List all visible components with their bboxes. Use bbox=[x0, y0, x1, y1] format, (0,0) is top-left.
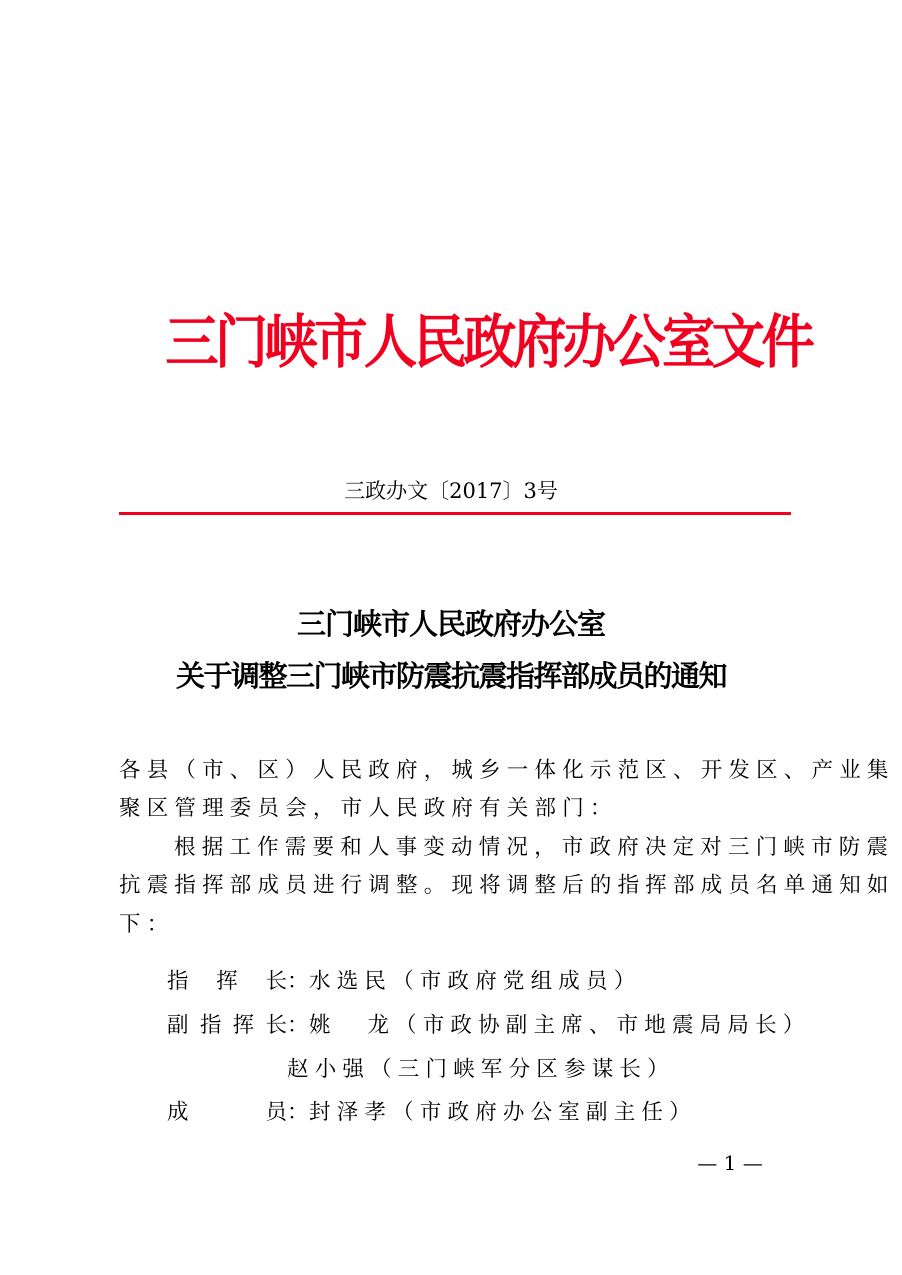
member-row-member: 成员：封泽孝（市政府办公室副主任） bbox=[167, 1094, 697, 1132]
member-name: 水选民 bbox=[309, 969, 393, 994]
member-row-deputy-commander: 副指挥长：姚龙 （市政协副主席、市地震局局长） bbox=[167, 1007, 811, 1045]
member-row-deputy-commander-2 bbox=[287, 1051, 675, 1089]
page-number: — 1 — bbox=[697, 1151, 763, 1175]
member-role: 副指挥长 bbox=[167, 1013, 287, 1038]
paragraph-line-1: 根据工作需要和人事变动情况，市政府决定对三门峡市防震 bbox=[174, 835, 895, 860]
member-position: （三门峡军分区参谋长） bbox=[370, 1057, 675, 1082]
notice-title-line-2: 关于调整三门峡市防震抗震指挥部成员的通知 bbox=[175, 659, 726, 693]
paragraph-line-2: 抗震指挥部成员进行调整。现将调整后的指挥部成员名单通知如 bbox=[119, 873, 895, 898]
member-name: 姚龙 bbox=[309, 1013, 389, 1038]
member-row-commander: 指挥长：水选民（市政府党组成员） bbox=[167, 963, 641, 1001]
masthead-title: 三门峡市人民政府办公室文件 bbox=[165, 308, 812, 376]
red-divider-rule bbox=[119, 512, 791, 515]
salutation-line-1: 各县（市、区）人民政府，城乡一体化示范区、开发区、产业集 bbox=[119, 758, 895, 783]
document-number: 三政办文〔2017〕3号 bbox=[344, 479, 558, 503]
member-role: 指挥长 bbox=[167, 969, 287, 994]
member-position: （市政协副主席、市地震局局长） bbox=[395, 1013, 811, 1038]
member-position: （市政府党组成员） bbox=[392, 969, 642, 994]
notice-title-line-1: 三门峡市人民政府办公室 bbox=[296, 607, 605, 641]
paragraph-line-3: 下： bbox=[119, 912, 175, 937]
salutation-line-2: 聚区管理委员会，市人民政府有关部门： bbox=[119, 796, 618, 821]
member-name: 赵小强 bbox=[287, 1057, 371, 1082]
member-name: 封泽孝 bbox=[309, 1100, 393, 1125]
member-role: 成员 bbox=[167, 1100, 287, 1125]
member-position: （市政府办公室副主任） bbox=[392, 1100, 697, 1125]
